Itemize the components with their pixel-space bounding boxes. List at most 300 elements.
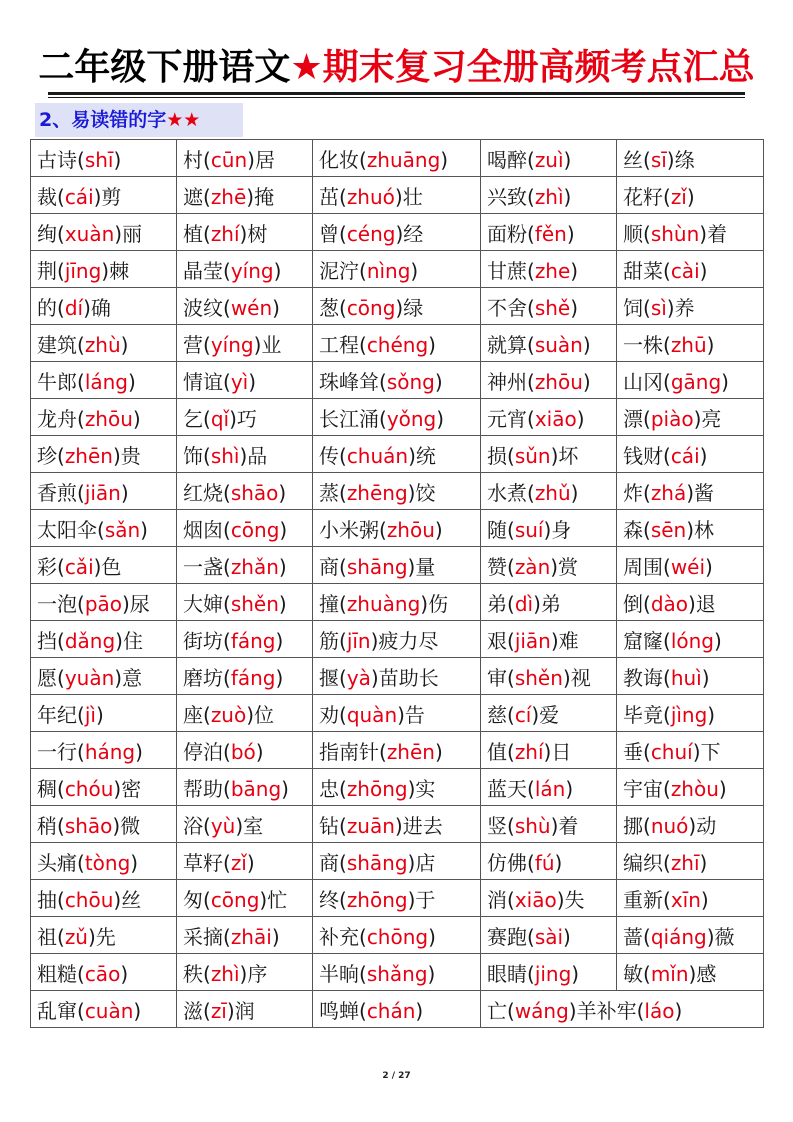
word-cell [617, 547, 764, 584]
hanzi: 茁( [319, 184, 347, 209]
pinyin: mǐn [650, 961, 689, 986]
pinyin: yíng [230, 258, 274, 283]
pinyin: bāng [230, 776, 282, 801]
hanzi: ) [132, 406, 141, 431]
word-cell [313, 214, 481, 251]
hanzi: 太阳伞( [37, 517, 105, 542]
word-cell [177, 547, 313, 584]
word-cell [313, 547, 481, 584]
hanzi: 终( [319, 887, 347, 912]
word-cell [617, 140, 764, 177]
word-cell [177, 880, 313, 917]
pinyin: shāng [346, 850, 408, 875]
hanzi: 泥泞( [319, 258, 367, 283]
word-cell [617, 880, 764, 917]
hanzi: 重新( [623, 887, 671, 912]
hanzi: 座( [183, 702, 211, 727]
hanzi: ) [120, 480, 129, 505]
hanzi: 匆( [183, 887, 211, 912]
pinyin: zhuó [346, 184, 395, 209]
word-cell [177, 251, 313, 288]
pinyin: fú [534, 850, 555, 875]
hanzi: 就算( [487, 332, 535, 357]
hanzi: ) [563, 924, 571, 949]
word-cell [481, 880, 617, 917]
hanzi: ) [281, 776, 289, 801]
table-row [31, 584, 764, 621]
hanzi: 宇宙( [623, 776, 671, 801]
word-cell [617, 473, 764, 510]
pinyin: zuān [346, 813, 395, 838]
word-cell [313, 806, 481, 843]
hanzi: 顺( [623, 221, 651, 246]
hanzi: )剪 [93, 184, 122, 209]
pinyin: zhēn [386, 739, 435, 764]
word-cell [177, 954, 313, 991]
pinyin: láo [644, 998, 675, 1023]
pinyin: háng [84, 739, 136, 764]
pinyin: dǎng [64, 628, 116, 653]
pinyin: bó [230, 739, 256, 764]
pinyin: sǎn [104, 517, 141, 542]
table-row [31, 695, 764, 732]
hanzi: 饰( [183, 443, 211, 468]
word-cell [177, 732, 313, 769]
pinyin: xīn [670, 887, 701, 912]
hanzi: )饺 [407, 480, 436, 505]
hanzi: 消( [487, 887, 515, 912]
hanzi: )忙 [259, 887, 288, 912]
table-row [31, 769, 764, 806]
hanzi: )量 [407, 554, 436, 579]
pinyin: chóu [64, 776, 114, 801]
word-cell [31, 399, 177, 436]
hanzi: ) [120, 332, 129, 357]
section-heading-text: 2、易读错的字 [39, 109, 167, 131]
pinyin: cōng [210, 887, 260, 912]
pinyin: fěn [534, 221, 567, 246]
hanzi: 乞( [183, 406, 211, 431]
word-cell [481, 658, 617, 695]
hanzi: )绿 [395, 295, 424, 320]
hanzi: 赞( [487, 554, 515, 579]
word-cell [313, 288, 481, 325]
hanzi: ) [246, 850, 255, 875]
hanzi: 蔷( [623, 924, 651, 949]
hanzi: 毕竟( [623, 702, 671, 727]
word-cell [31, 177, 177, 214]
pinyin: nuó [650, 813, 689, 838]
pinyin: zhì [210, 961, 240, 986]
hanzi: ) [278, 554, 287, 579]
word-cell [313, 510, 481, 547]
hanzi: ) [699, 258, 708, 283]
pinyin: zǐ [230, 850, 247, 875]
hanzi: 一行( [37, 739, 85, 764]
hanzi: )于 [407, 887, 436, 912]
hanzi: )棘 [101, 258, 130, 283]
word-cell [177, 399, 313, 436]
pinyin: sài [534, 924, 564, 949]
pinyin: zhōng [346, 887, 408, 912]
pinyin: wáng [514, 998, 569, 1023]
hanzi: 彩( [37, 554, 65, 579]
hanzi: ) [699, 443, 708, 468]
hanzi: )羊补牢( [568, 998, 645, 1023]
word-cell [31, 695, 177, 732]
hanzi: 稍( [37, 813, 65, 838]
hanzi: 一泡( [37, 591, 85, 616]
hanzi: ) [674, 998, 683, 1023]
word-cell [177, 917, 313, 954]
word-cell [177, 473, 313, 510]
pinyin: zhī [670, 850, 700, 875]
word-cell [617, 954, 764, 991]
word-cell [481, 140, 617, 177]
pinyin: zhāi [230, 924, 272, 949]
hanzi: 街坊( [183, 628, 231, 653]
hanzi: 小米粥( [319, 517, 387, 542]
word-cell [177, 843, 313, 880]
hanzi: ) [705, 554, 713, 579]
hanzi: )下 [692, 739, 721, 764]
pinyin: cōng [346, 295, 396, 320]
hanzi: )壮 [394, 184, 423, 209]
hanzi: ) [713, 628, 722, 653]
pinyin: tòng [84, 850, 131, 875]
word-cell [313, 917, 481, 954]
word-cell [617, 436, 764, 473]
hanzi: )润 [226, 998, 255, 1023]
pinyin: jīng [64, 258, 102, 283]
page-title [0, 46, 793, 90]
hanzi: 面粉( [487, 221, 535, 246]
hanzi: 抽( [37, 887, 65, 912]
hanzi: )养 [666, 295, 695, 320]
hanzi: 甜菜( [623, 258, 671, 283]
table-row [31, 510, 764, 547]
pinyin: shùn [650, 221, 700, 246]
hanzi: ) [275, 665, 284, 690]
word-cell [481, 954, 617, 991]
word-cell [313, 732, 481, 769]
pinyin: zhí [514, 739, 544, 764]
hanzi: 植( [183, 221, 211, 246]
hanzi: )室 [235, 813, 264, 838]
pinyin: zhǔ [534, 480, 571, 505]
pinyin: yù [210, 813, 236, 838]
word-cell [31, 288, 177, 325]
hanzi: 蒸( [319, 480, 347, 505]
hanzi: 撞( [319, 591, 347, 616]
pinyin: zhēn [64, 443, 113, 468]
word-cell [617, 177, 764, 214]
hanzi: 工程( [319, 332, 367, 357]
hanzi: 头痛( [37, 850, 85, 875]
hanzi: ) [701, 665, 710, 690]
hanzi: ) [271, 924, 280, 949]
hanzi: 兴致( [487, 184, 535, 209]
pinyin: zhē [210, 184, 247, 209]
hanzi: )亮 [693, 406, 722, 431]
hanzi: 亡( [487, 998, 515, 1023]
hanzi: ) [582, 369, 591, 394]
pinyin: lán [534, 776, 566, 801]
word-cell [31, 732, 177, 769]
hanzi: 乱窜( [37, 998, 85, 1023]
hanzi: )贵 [112, 443, 141, 468]
word-cell [617, 325, 764, 362]
hanzi: )林 [686, 517, 715, 542]
hanzi: 随( [487, 517, 515, 542]
hanzi: 商( [319, 554, 347, 579]
pinyin: shāng [346, 554, 408, 579]
word-cell [481, 547, 617, 584]
pinyin: xuàn [64, 221, 115, 246]
pinyin: jiān [84, 480, 121, 505]
hanzi: )日 [543, 739, 572, 764]
pinyin: jìng [670, 702, 708, 727]
hanzi: 珠峰耸( [319, 369, 387, 394]
word-cell [617, 214, 764, 251]
table-row [31, 399, 764, 436]
pinyin: shāo [230, 480, 279, 505]
hanzi: 荆( [37, 258, 65, 283]
table-row [31, 547, 764, 584]
hanzi: 传( [319, 443, 347, 468]
hanzi: 曾( [319, 221, 347, 246]
hanzi: 窟窿( [623, 628, 671, 653]
hanzi: 劝( [319, 702, 347, 727]
pinyin: jīn [346, 628, 371, 653]
hanzi: 元宵( [487, 406, 535, 431]
hanzi: )意 [114, 665, 143, 690]
word-cell [177, 140, 313, 177]
word-cell [31, 917, 177, 954]
pinyin: zǐ [670, 184, 687, 209]
hanzi: 年纪( [37, 702, 85, 727]
hanzi: 一株( [623, 332, 671, 357]
hanzi: 森( [623, 517, 651, 542]
word-cell [313, 843, 481, 880]
hanzi: ) [576, 406, 585, 431]
hanzi: 喝醉( [487, 147, 535, 172]
pinyin: sī [650, 147, 667, 172]
hanzi: 损( [487, 443, 515, 468]
word-cell [31, 214, 177, 251]
pinyin: cái [64, 184, 94, 209]
hanzi: 眼睛( [487, 961, 535, 986]
hanzi: ) [275, 628, 284, 653]
hanzi: ) [427, 961, 436, 986]
hanzi: )巧 [229, 406, 257, 431]
word-cell [617, 584, 764, 621]
hanzi: ) [707, 702, 716, 727]
hanzi: ) [95, 702, 104, 727]
hanzi: 艰( [487, 628, 515, 653]
hanzi: ) [570, 258, 579, 283]
hanzi: ) [130, 850, 139, 875]
word-cell [481, 806, 617, 843]
page-number: 2 / 27 [382, 1071, 411, 1081]
hanzi: ) [278, 591, 287, 616]
hanzi: 粗糙( [37, 961, 85, 986]
word-cell [177, 510, 313, 547]
hanzi: 挡( [37, 628, 65, 653]
pinyin: shěn [514, 665, 563, 690]
word-cell [313, 880, 481, 917]
pinyin: pāo [84, 591, 122, 616]
table-row [31, 325, 764, 362]
word-cell [31, 954, 177, 991]
word-cell [313, 251, 481, 288]
word-cell [481, 510, 617, 547]
word-cell [31, 880, 177, 917]
hanzi: )身 [543, 517, 572, 542]
hanzi: 不舍( [487, 295, 535, 320]
pinyin: chuán [346, 443, 409, 468]
hanzi: 遮( [183, 184, 211, 209]
hanzi: 滋( [183, 998, 211, 1023]
word-cell [313, 658, 481, 695]
pinyin: cuàn [84, 998, 134, 1023]
word-cell [313, 399, 481, 436]
pinyin: cí [514, 702, 532, 727]
hanzi: )掩 [246, 184, 275, 209]
hanzi: ) [133, 998, 142, 1023]
hanzi: ) [135, 739, 143, 764]
hanzi: 竖( [487, 813, 515, 838]
hanzi: )进去 [394, 813, 443, 838]
word-cell [617, 917, 764, 954]
hanzi: )退 [688, 591, 716, 616]
hanzi: 建筑( [37, 332, 85, 357]
word-cell [31, 621, 177, 658]
hanzi: ) [440, 147, 449, 172]
hanzi: 磨坊( [183, 665, 231, 690]
hanzi: )着 [699, 221, 728, 246]
word-cell [481, 177, 617, 214]
word-cell [31, 436, 177, 473]
pinyin: cāo [84, 961, 121, 986]
pinyin: sēn [650, 517, 687, 542]
word-cell [481, 214, 617, 251]
hanzi: ) [436, 406, 445, 431]
hanzi: 慈( [487, 702, 515, 727]
word-cell [31, 473, 177, 510]
hanzi: 钱财( [623, 443, 671, 468]
hanzi: 筋( [319, 628, 347, 653]
word-cell [617, 658, 764, 695]
hanzi: 指南针( [319, 739, 387, 764]
hanzi: )爱 [531, 702, 560, 727]
hanzi: ) [554, 850, 563, 875]
hanzi: ) [570, 295, 579, 320]
pinyin: sì [650, 295, 667, 320]
pinyin: yíng [210, 332, 254, 357]
hanzi: 情谊( [183, 369, 231, 394]
word-cell [313, 584, 481, 621]
pinyin: suí [514, 517, 544, 542]
hanzi: )疲力尽 [370, 628, 439, 653]
pinyin: chéng [366, 332, 429, 357]
hanzi: )确 [83, 295, 111, 320]
hanzi: 揠( [319, 665, 347, 690]
word-cell [177, 214, 313, 251]
hanzi: 神州( [487, 369, 535, 394]
word-cell [481, 436, 617, 473]
pinyin: zhōng [346, 776, 408, 801]
hanzi: )绦 [666, 147, 695, 172]
pinyin: nìng [366, 258, 411, 283]
hanzi: ) [255, 739, 264, 764]
hanzi: )色 [93, 554, 122, 579]
word-cell [177, 658, 313, 695]
hanzi: ) [563, 184, 572, 209]
word-cell [481, 288, 617, 325]
hanzi: 值( [487, 739, 515, 764]
word-cell [31, 251, 177, 288]
pinyin: céng [346, 221, 396, 246]
hanzi: )树 [239, 221, 268, 246]
hanzi: 教诲( [623, 665, 671, 690]
hanzi: ) [571, 961, 580, 986]
hanzi: 垂( [623, 739, 651, 764]
hanzi: 一盏( [183, 554, 231, 579]
hanzi: )密 [113, 776, 142, 801]
pinyin: yà [346, 665, 371, 690]
table-row [31, 954, 764, 991]
word-cell [481, 621, 617, 658]
title-part-2: 期末复习全册高频考点汇总 [322, 47, 755, 88]
hanzi: )坏 [550, 443, 579, 468]
word-cell [313, 769, 481, 806]
pinyin: zhōu [534, 369, 583, 394]
pinyin: fáng [230, 665, 276, 690]
hanzi: 香煎( [37, 480, 85, 505]
hanzi: 半晌( [319, 961, 367, 986]
pinyin: wén [230, 295, 273, 320]
hanzi: 牛郎( [37, 369, 85, 394]
hanzi: 绚( [37, 221, 65, 246]
table-row [31, 806, 764, 843]
hanzi: 审( [487, 665, 515, 690]
table-row [31, 880, 764, 917]
hanzi: )统 [408, 443, 436, 468]
hanzi: 祖( [37, 924, 65, 949]
hanzi: )薇 [706, 924, 735, 949]
pinyin: jiān [514, 628, 551, 653]
hanzi: ) [279, 517, 288, 542]
pinyin: piào [650, 406, 694, 431]
word-cell [31, 806, 177, 843]
hanzi: 甘蔗( [487, 258, 535, 283]
table-row [31, 658, 764, 695]
hanzi: 花籽( [623, 184, 671, 209]
pinyin: cǎi [64, 554, 94, 579]
hanzi: 赛跑( [487, 924, 535, 949]
word-cell [313, 991, 481, 1028]
hanzi: 倒( [623, 591, 651, 616]
hanzi: ) [582, 332, 591, 357]
hanzi: 漂( [623, 406, 651, 431]
hanzi: ) [565, 776, 574, 801]
pinyin: xiāo [514, 887, 557, 912]
hanzi: ) [434, 517, 443, 542]
pinyin: jì [84, 702, 96, 727]
hanzi: 丝( [623, 147, 651, 172]
word-cell [177, 288, 313, 325]
